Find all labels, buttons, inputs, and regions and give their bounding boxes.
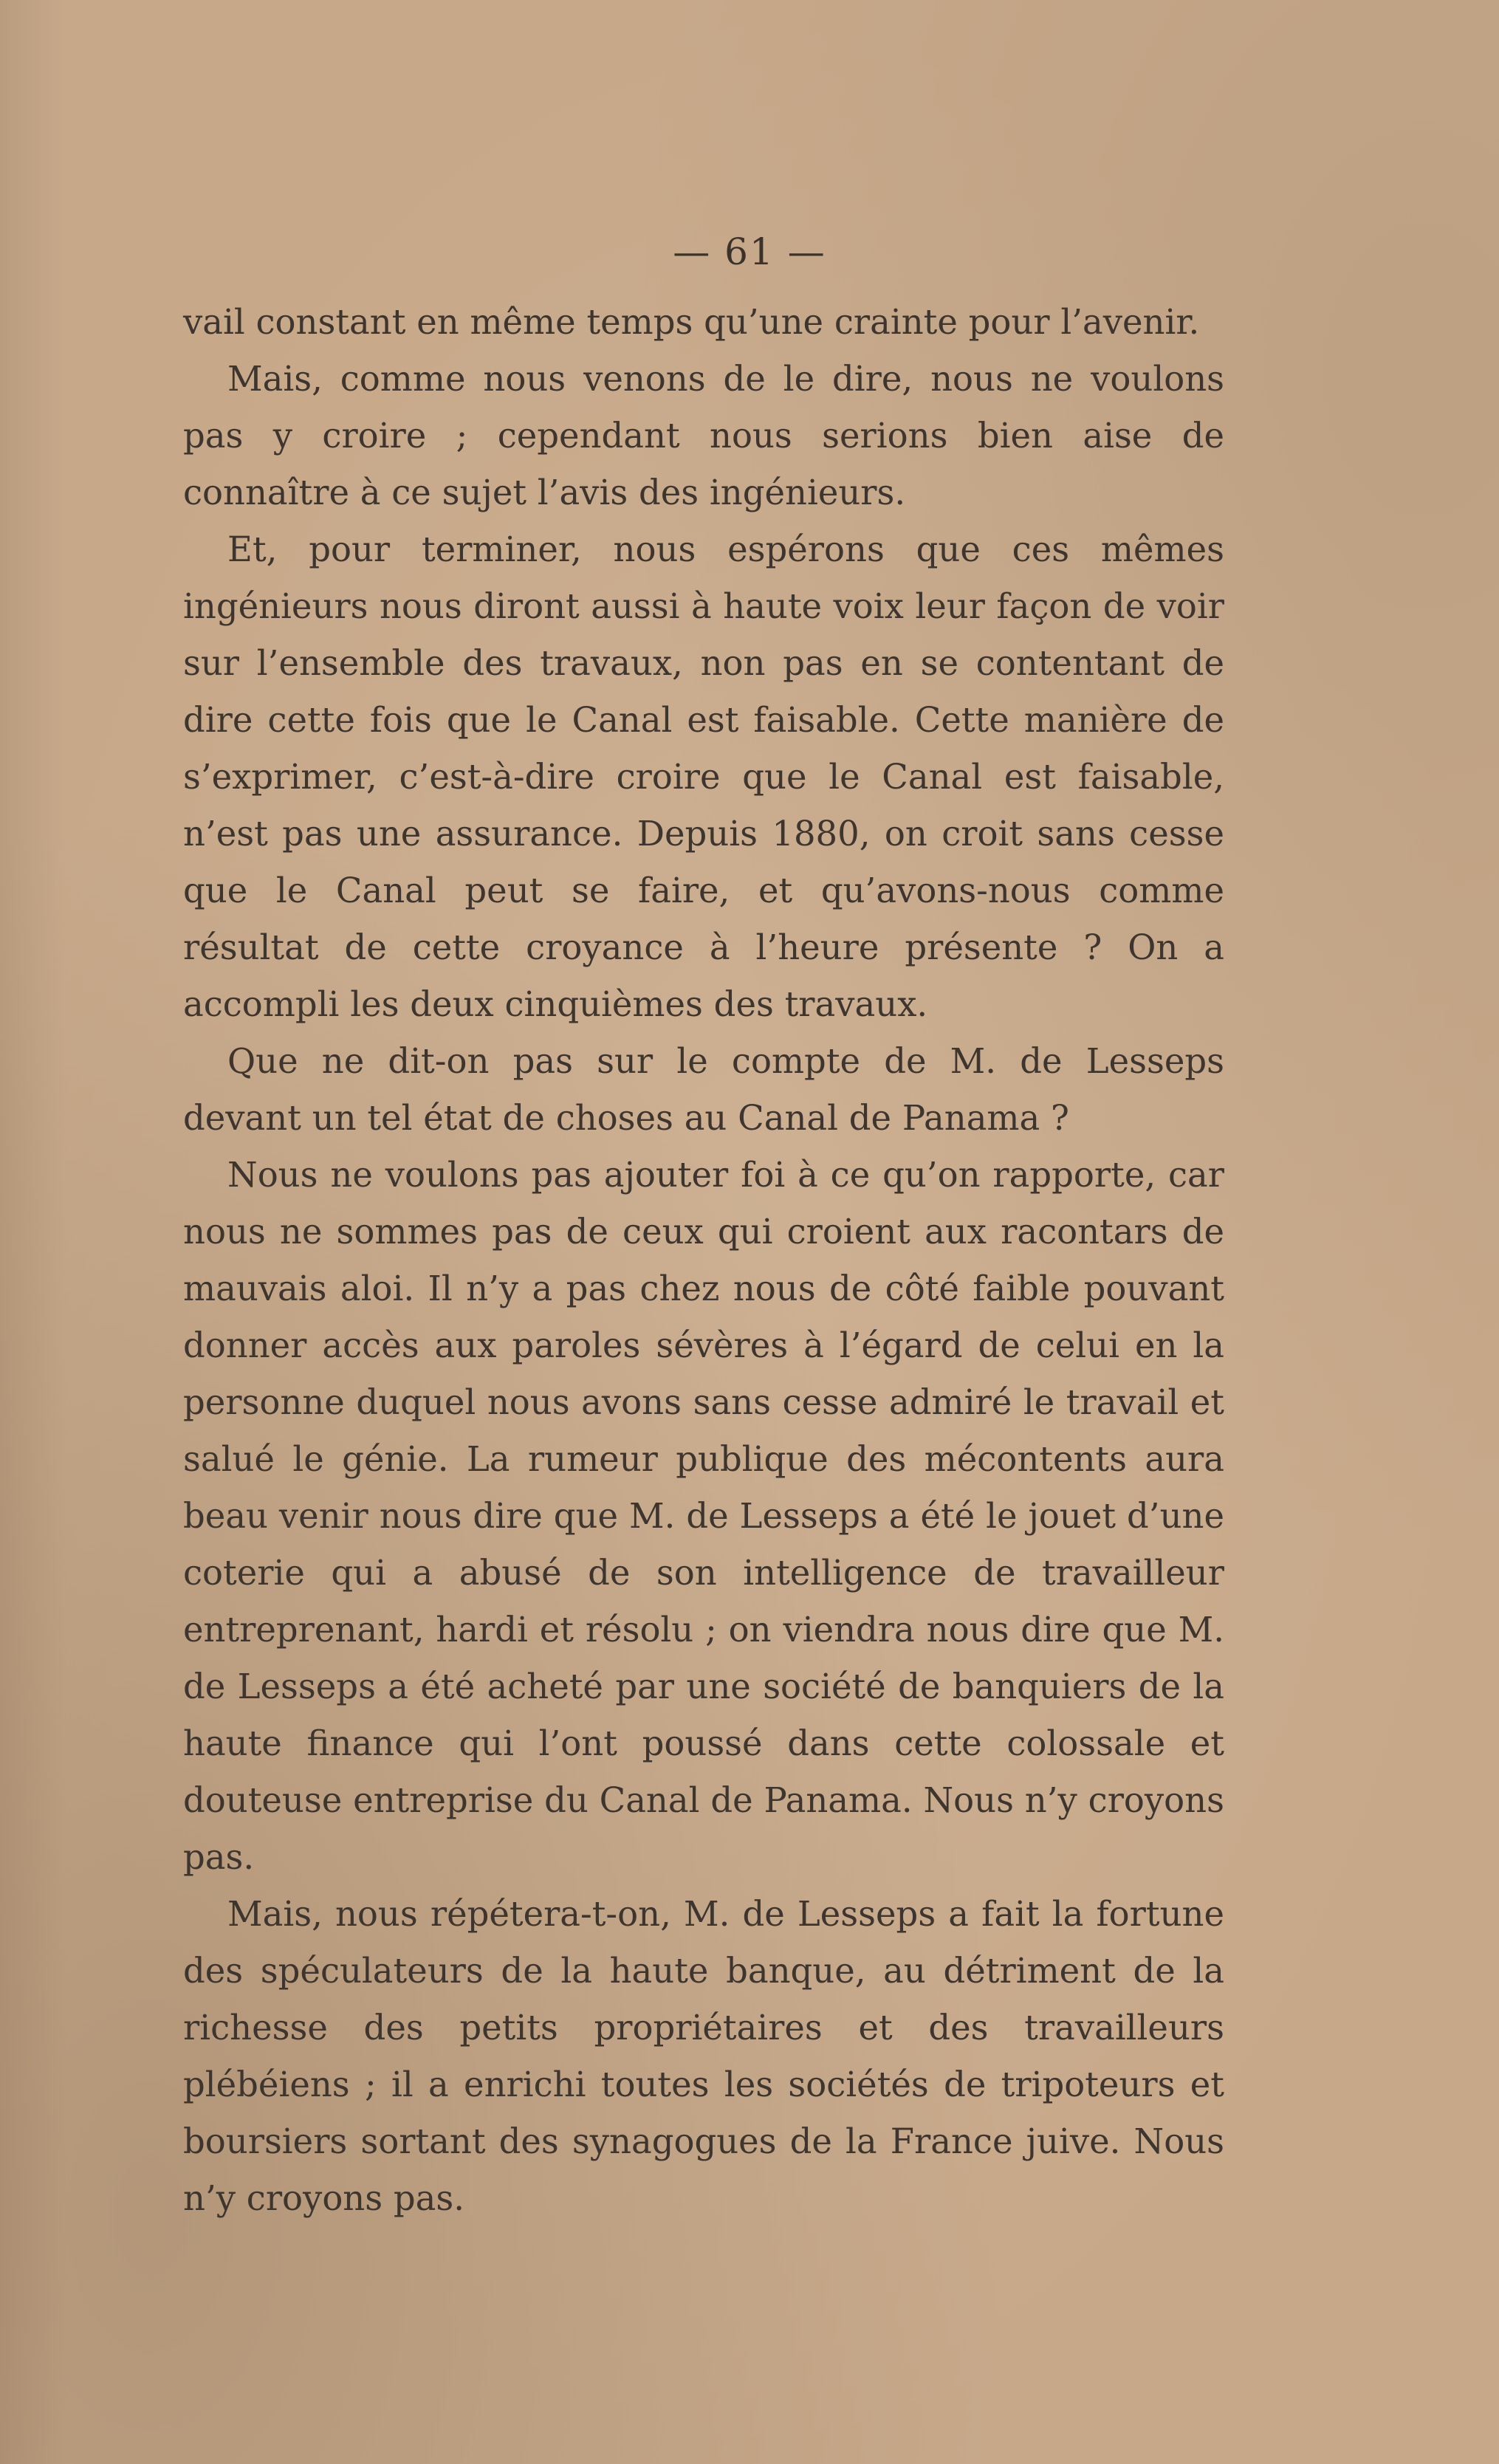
paragraph-4: Que ne dit-on pas sur le compte de M. de Lesseps devant un tel état de choses au Canal de Panama ? bbox=[183, 1041, 1224, 1138]
paragraph-5: Nous ne voulons pas ajouter foi à ce qu’on rapporte, car nous ne sommes pas de ceux qui croient aux racontars de mauvais aloi. Il n’y a pas chez nous de côté faible pouvant donner accès aux paroles sévères à l’égard de celui en la personne duquel nous avons sans cesse admiré le travail et salué le génie. La rumeur publique des mécontents aura beau venir nous dire que M. de Lesseps a été le jouet d’une coterie qui a abusé de son intelligence de travailleur entreprenant, hardi et résolu ; on viendra nous dire que M. de Lesseps a été acheté par une société de banquiers de la haute finance qui l’ont poussé dans cette colossale et douteuse entreprise du Canal de Panama. Nous n’y croyons pas. bbox=[183, 1155, 1224, 1877]
paragraph-2: Mais, comme nous venons de le dire, nous ne voulons pas y croire ; cependant nous serions bien aise de connaître à ce sujet l’avis des ingénieurs. bbox=[183, 359, 1224, 512]
body-text bbox=[183, 294, 1224, 2227]
paragraph-1: vail constant en même temps qu’une crainte pour l’avenir. bbox=[183, 302, 1200, 342]
paragraph-6: Mais, nous répétera-t-on, M. de Lesseps a fait la fortune des spéculateurs de la haute banque, au détriment de la richesse des petits propriétaires et des travailleurs plébéiens ; il a enrichi toutes les sociétés de tripoteurs et boursiers sortant des synagogues de la France juive. Nous n’y croyons pas. bbox=[183, 1894, 1224, 2218]
page-number: — 61 — bbox=[673, 230, 826, 273]
paragraph-3: Et, pour terminer, nous espérons que ces mêmes ingénieurs nous diront aussi à haute voix leur façon de voir sur l’ensemble des travaux, non pas en se contentant de dire cette fois que le Canal est faisable. Cette manière de s’exprimer, c’est-à-dire croire que le Canal est faisable, n’est pas une assurance. Depuis 1880, on croit sans cesse que le Canal peut se faire, et qu’avons-nous comme résultat de cette croyance à l’heure présente ? On a accompli les deux cinquièmes des travaux. bbox=[183, 529, 1224, 1024]
